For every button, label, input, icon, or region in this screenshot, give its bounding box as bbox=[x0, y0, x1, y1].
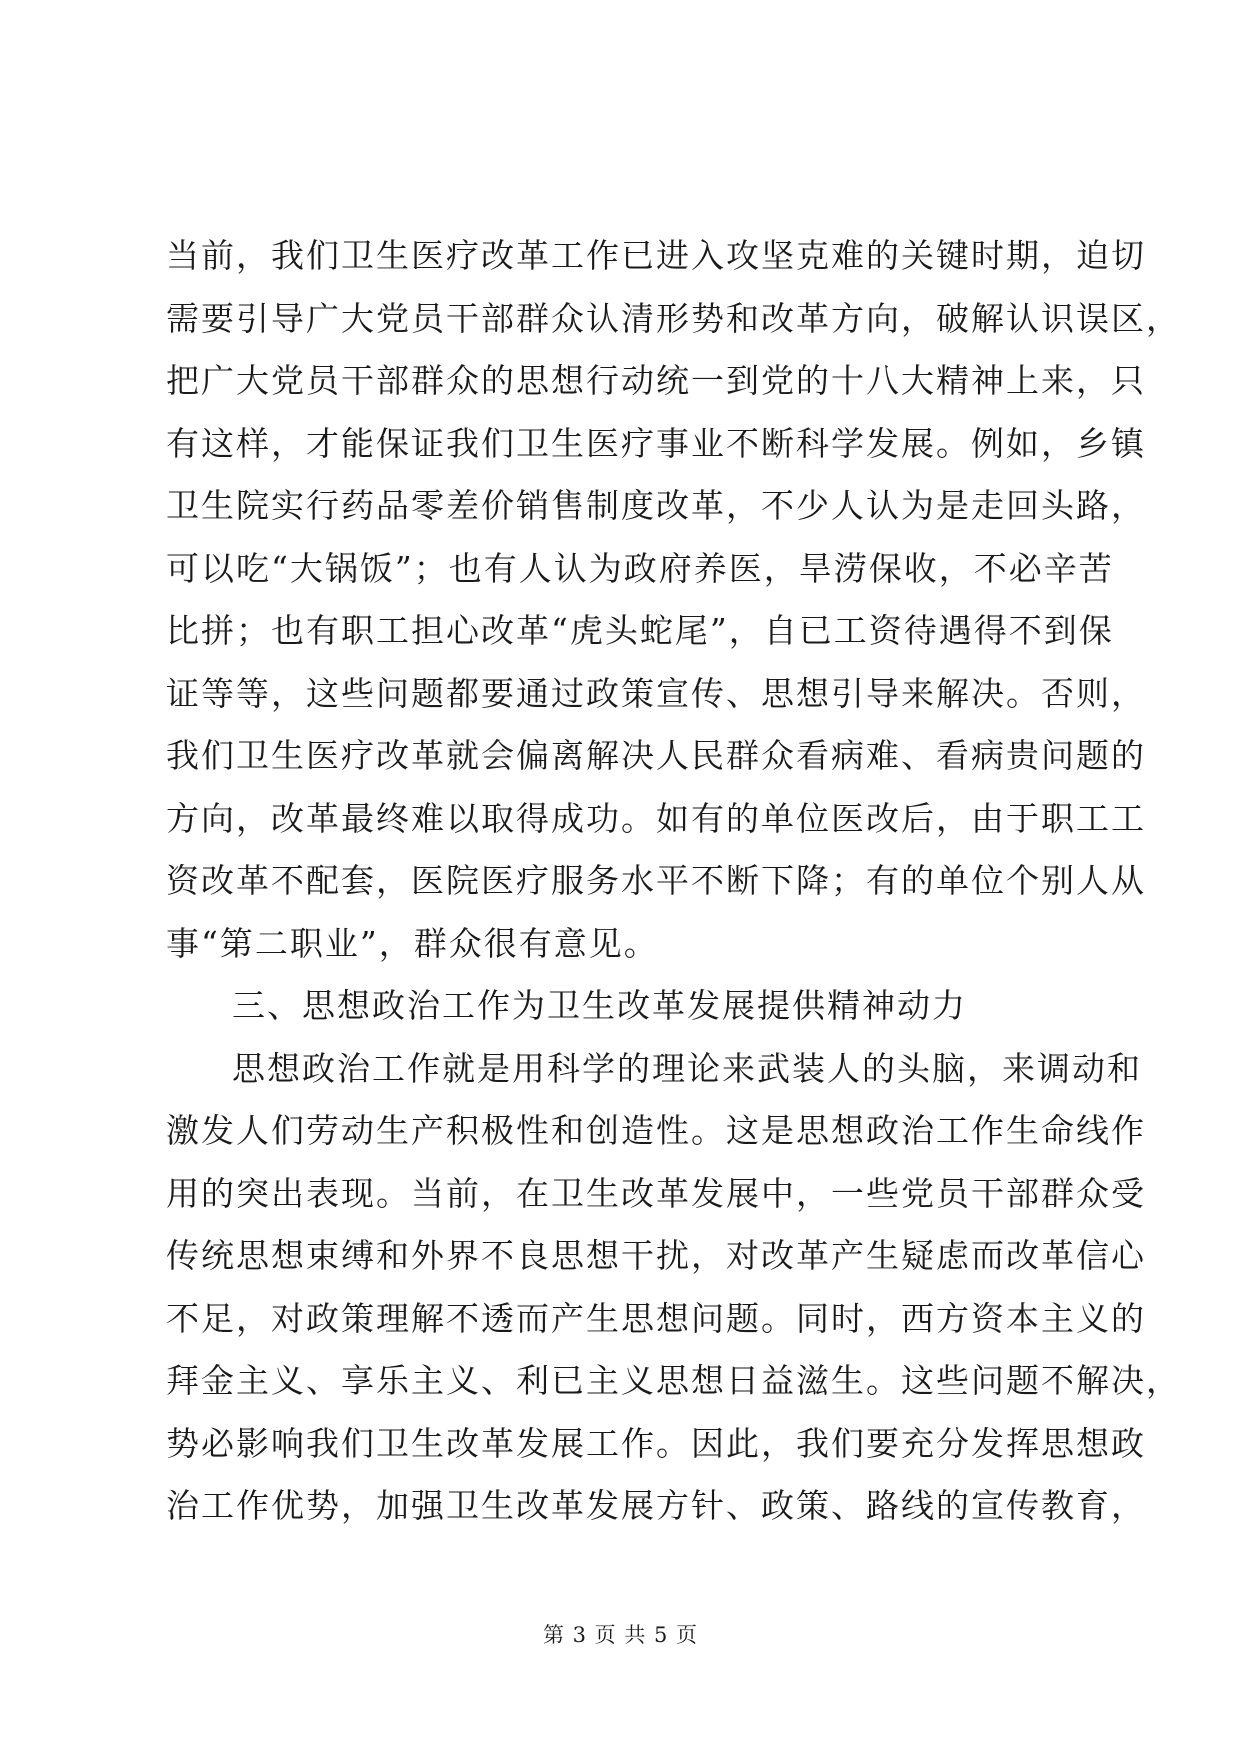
text-line: 比拼；也有职工担心改革“虎头蛇尾”，自已工资待遇得不到保 bbox=[166, 611, 1114, 650]
text-line: 激发人们劳动生产积极性和创造性。这是思想政治工作生命线作 bbox=[166, 1111, 1146, 1150]
section-heading: 三、思想政治工作为卫生改革发展提供精神动力 bbox=[232, 986, 967, 1025]
document-body bbox=[166, 225, 1181, 1538]
text-line: 不足，对政策理解不透而产生思想问题。同时，西方资本主义的 bbox=[166, 1298, 1146, 1338]
text-line: 拜金主义、享乐主义、利已主义思想日益滋生。这些问题不解决， bbox=[166, 1361, 1181, 1400]
text-line: 证等等，这些问题都要通过政策宣传、思想引导来解决。否则， bbox=[166, 673, 1146, 713]
text-line: 我们卫生医疗改革就会偏离解决人民群众看病难、看病贵问题的 bbox=[166, 736, 1146, 775]
text-line: 有这样，才能保证我们卫生医疗事业不断科学发展。例如，乡镇 bbox=[166, 423, 1146, 463]
text-line: 势必影响我们卫生改革发展工作。因此，我们要充分发挥思想政 bbox=[166, 1423, 1146, 1463]
text-line: 传统思想束缚和外界不良思想干扰，对改革产生疑虑而改革信心 bbox=[166, 1236, 1146, 1275]
text-line: 需要引导广大党员干部群众认清形势和改革方向，破解认识误区， bbox=[166, 298, 1181, 338]
text-line: 可以吃“大锅饭”；也有人认为政府养医，旱涝保收，不必辛苦 bbox=[166, 548, 1114, 588]
text-line: 卫生院实行药品零差价销售制度改革，不少人认为是走回头路， bbox=[166, 486, 1146, 525]
text-line: 方向，改革最终难以取得成功。如有的单位医改后，由于职工工 bbox=[166, 798, 1146, 838]
text-line: 把广大党员干部群众的思想行动统一到党的十八大精神上来，只 bbox=[166, 361, 1146, 400]
page-number-footer: 第 3 页 共 5 页 bbox=[542, 1623, 699, 1647]
text-line: 事“第二职业”，群众很有意见。 bbox=[166, 923, 659, 963]
text-line: 资改革不配套，医院医疗服务水平不断下降；有的单位个别人从 bbox=[166, 861, 1146, 900]
text-line: 治工作优势，加强卫生改革发展方针、政策、路线的宣传教育， bbox=[166, 1486, 1146, 1525]
text-line: 思想政治工作就是用科学的理论来武装人的头脑，来调动和 bbox=[232, 1048, 1142, 1088]
text-line: 用的突出表现。当前，在卫生改革发展中，一些党员干部群众受 bbox=[166, 1173, 1146, 1213]
text-line: 当前，我们卫生医疗改革工作已进入攻坚克难的关键时期，迫切 bbox=[166, 236, 1146, 275]
